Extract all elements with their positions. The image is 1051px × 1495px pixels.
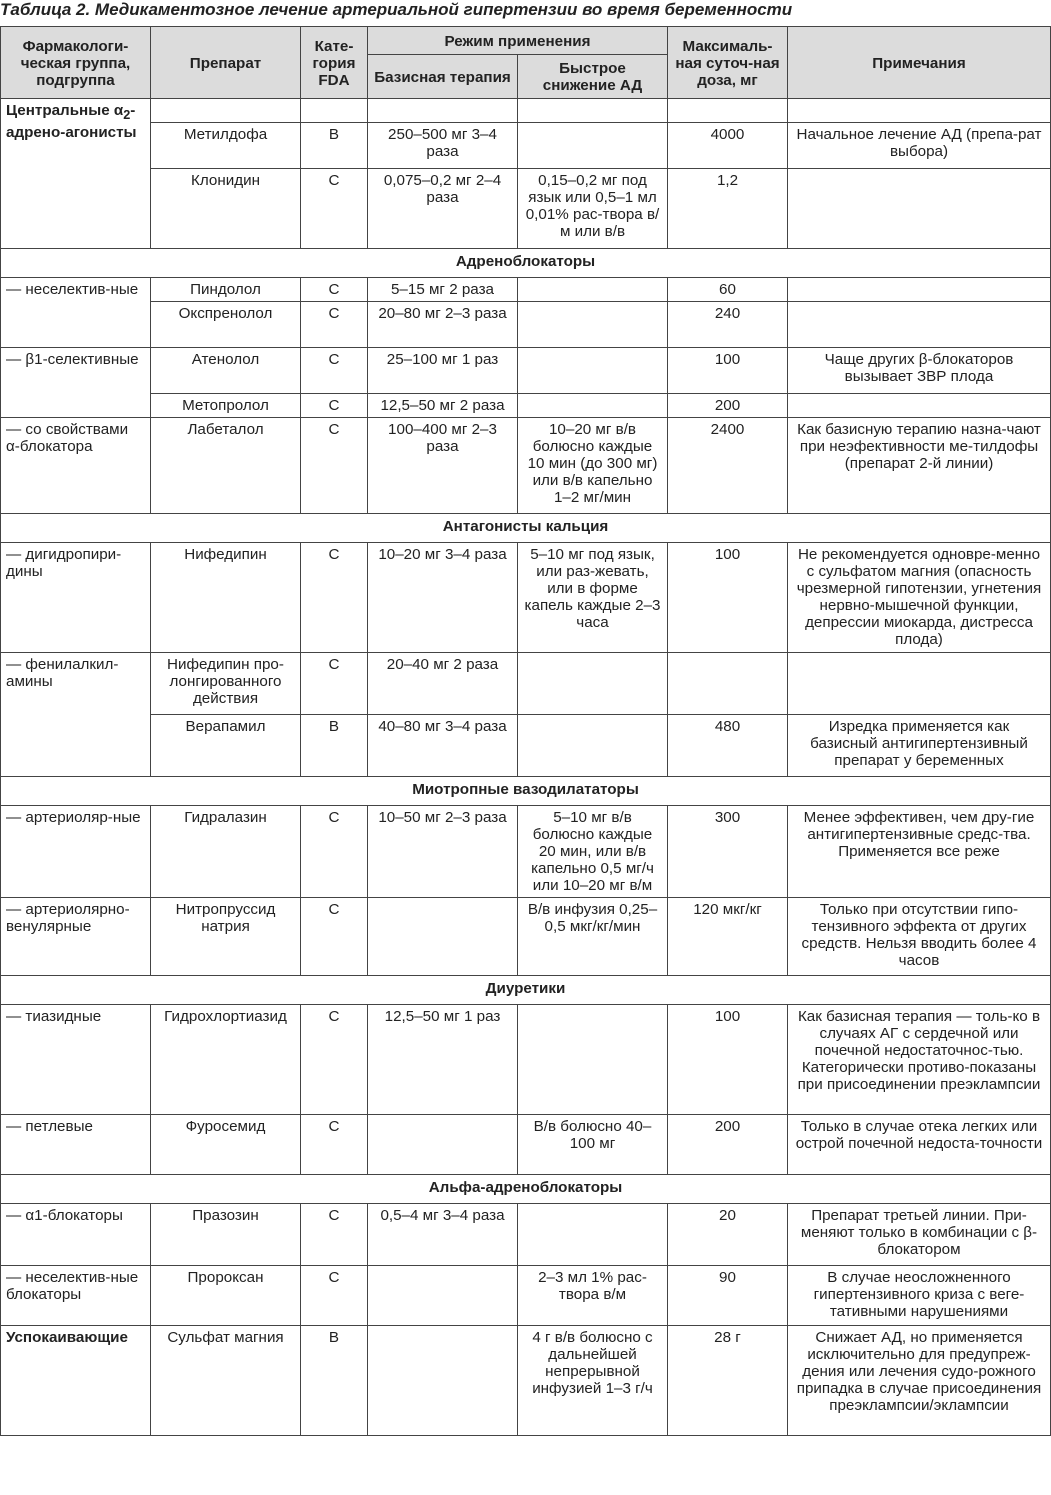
table-caption: Таблица 2. Медикаментозное лечение артериальной гипертензии во время беременности [0,0,793,19]
table-row [1,715,1051,777]
base-cell: 0,5–4 мг 3–4 раза [368,1204,518,1266]
table-row [1,653,1051,715]
table-row [1,898,1051,976]
fda-cell: C [301,348,368,394]
table-row [1,348,1051,394]
section-title: Миотропные вазодилататоры [1,777,1051,806]
rapid-cell [518,278,668,302]
fda-cell: C [301,1005,368,1115]
max-cell: 240 [668,302,788,348]
table-row [1,302,1051,348]
group-cell: Успокаивающие [1,1326,151,1436]
group-cell: — петлевые [1,1115,151,1175]
drug-cell: Пророксан [151,1266,301,1326]
drug-cell: Фуросемид [151,1115,301,1175]
max-cell: 28 г [668,1326,788,1436]
max-cell: 480 [668,715,788,777]
base-cell: 25–100 мг 1 раз [368,348,518,394]
note-cell: Не рекомендуется одновре-менно с сульфатом магния (опасность чрезмерной гипотензии, угнетения нервно-мышечной функции, депрессии миокарда, дистресса плода) [788,543,1051,653]
drug-cell: Нитропруссид натрия [151,898,301,976]
table-row [1,1115,1051,1175]
drug-cell: Сульфат магния [151,1326,301,1436]
table-row [1,99,1051,123]
note-cell: Чаще других β-блокаторов вызывает ЗВР плода [788,348,1051,394]
note-cell: Как базисную терапию назна-чают при неэфективности ме-тилдофы (препарат 2-й линии) [788,418,1051,514]
rapid-cell: 2–3 мл 1% рас-твора в/м [518,1266,668,1326]
max-cell: 60 [668,278,788,302]
rapid-cell [518,302,668,348]
fda-cell: C [301,394,368,418]
max-cell: 100 [668,348,788,394]
section-row [1,1175,1051,1204]
note-cell: Препарат третьей линии. При-меняют только в комбинации с β-блокатором [788,1204,1051,1266]
rapid-cell: В/в болюсно 40–100 мг [518,1115,668,1175]
fda-cell: C [301,653,368,715]
base-cell: 10–20 мг 3–4 раза [368,543,518,653]
section-title: Альфа-адреноблокаторы [1,1175,1051,1204]
note-cell: Снижает АД, но применяется исключительно для предупреж-дения или лечения судо-рожного припадка в случае присоединения преэклампсии/эклампсии [788,1326,1051,1436]
base-cell: 20–80 мг 2–3 раза [368,302,518,348]
section-title: Диуретики [1,976,1051,1005]
table-row [1,1326,1051,1436]
fda-cell: C [301,1266,368,1326]
drug-cell: Метопролол [151,394,301,418]
table-row [1,169,1051,249]
note-cell: Только в случае отека легких или острой почечной недоста-точности [788,1115,1051,1175]
group-cell: — неселектив-ные [1,278,151,348]
max-cell: 1,2 [668,169,788,249]
drug-cell: Гидрохлортиазид [151,1005,301,1115]
header-mode: Режим применения [368,27,668,55]
max-cell: 200 [668,1115,788,1175]
base-cell [368,1266,518,1326]
base-cell: 40–80 мг 3–4 раза [368,715,518,777]
rapid-cell: 10–20 мг в/в болюсно каждые 10 мин (до 300 мг) или в/в капельно 1–2 мг/мин [518,418,668,514]
drug-cell: Гидралазин [151,806,301,898]
fda-cell: C [301,543,368,653]
rapid-cell: 4 г в/в болюсно с дальнейшей непрерывной инфузией 1–3 г/ч [518,1326,668,1436]
base-cell: 250–500 мг 3–4 раза [368,123,518,169]
note-cell: Как базисная терапия — толь-ко в случаях АГ с сердечной или почечной недостаточнос-тью. Категорически противо-показаны при присоединении преэклампсии [788,1005,1051,1115]
group-cell: — со свойствами α-блокатора [1,418,151,514]
base-cell: 0,075–0,2 мг 2–4 раза [368,169,518,249]
base-cell: 100–400 мг 2–3 раза [368,418,518,514]
fda-cell: C [301,898,368,976]
rapid-cell [518,123,668,169]
group-cell: — β1-селективные [1,348,151,418]
header-notes: Примечания [788,27,1051,99]
fda-cell: C [301,1115,368,1175]
group-central-agonists: Центральные $\alpha_2-адрено$-агонисты [1,99,151,249]
group-cell: — артериоляр-ные [1,806,151,898]
header-rapid: Быстрое снижение АД [518,55,668,99]
max-cell: 20 [668,1204,788,1266]
group-cell: — неселектив-ные блокаторы [1,1266,151,1326]
drug-cell: Окспренолол [151,302,301,348]
fda-cell: C [301,806,368,898]
rapid-cell [518,1204,668,1266]
base-cell [368,1115,518,1175]
group-cell: — тиазидные [1,1005,151,1115]
max-cell [668,653,788,715]
base-cell: 10–50 мг 2–3 раза [368,806,518,898]
note-cell [788,653,1051,715]
table-row [1,418,1051,514]
table-row [1,278,1051,302]
section-row [1,514,1051,543]
table-row [1,543,1051,653]
fda-cell: B [301,1326,368,1436]
fda-cell: C [301,418,368,514]
group-cell: — фенилалкил-амины [1,653,151,777]
base-cell [368,1326,518,1436]
rapid-cell [518,394,668,418]
drug-cell: Атенолол [151,348,301,394]
note-cell [788,278,1051,302]
header-drug: Препарат [151,27,301,99]
base-cell: 12,5–50 мг 1 раз [368,1005,518,1115]
note-cell [788,394,1051,418]
fda-cell: C [301,278,368,302]
header-group: Фармакологи-ческая группа, подгруппа [1,27,151,99]
header-maxdose: Максималь-ная суточ-ная доза, мг [668,27,788,99]
table-row [1,123,1051,169]
base-cell: 12,5–50 мг 2 раза [368,394,518,418]
header-fda: Кате-гория FDA [301,27,368,99]
drug-cell: Пиндолол [151,278,301,302]
max-cell: 100 [668,543,788,653]
group-cell: — артериолярно-венулярные [1,898,151,976]
fda-cell: C [301,169,368,249]
fda-cell: B [301,123,368,169]
drug-cell: Празозин [151,1204,301,1266]
note-cell: В случае неосложненного гипертензивного криза с веге-тативными нарушениями [788,1266,1051,1326]
rapid-cell [518,715,668,777]
max-cell: 2400 [668,418,788,514]
note-cell: Только при отсутствии гипо-тензивного эффекта от других средств. Нельзя вводить более 4 часов [788,898,1051,976]
max-cell: 200 [668,394,788,418]
note-cell: Изредка применяется как базисный антигипертензивный препарат у беременных [788,715,1051,777]
fda-cell: C [301,302,368,348]
rapid-cell: 5–10 мг под язык, или раз-жевать, или в форме капель каждые 2–3 часа [518,543,668,653]
section-row [1,777,1051,806]
drug-cell: Клонидин [151,169,301,249]
rapid-cell [518,348,668,394]
drug-cell: Верапамил [151,715,301,777]
drug-cell: Нифедипин про-лонгированного действия [151,653,301,715]
table-row [1,1204,1051,1266]
note-cell: Начальное лечение АД (препа-рат выбора) [788,123,1051,169]
table-row [1,394,1051,418]
max-cell: 100 [668,1005,788,1115]
base-cell: 20–40 мг 2 раза [368,653,518,715]
max-cell: 120 мкг/кг [668,898,788,976]
base-cell [368,898,518,976]
max-cell: 300 [668,806,788,898]
header-base: Базисная терапия [368,55,518,99]
rapid-cell [518,653,668,715]
base-cell: 5–15 мг 2 раза [368,278,518,302]
max-cell: 4000 [668,123,788,169]
drug-cell: Лабеталол [151,418,301,514]
max-cell: 90 [668,1266,788,1326]
table-row [1,1005,1051,1115]
group-cell: — α1-блокаторы [1,1204,151,1266]
table-row [1,806,1051,898]
section-title: Антагонисты кальция [1,514,1051,543]
rapid-cell: 5–10 мг в/в болюсно каждые 20 мин, или в/в капельно 0,5 мг/ч или 10–20 мг в/м [518,806,668,898]
note-cell [788,169,1051,249]
drug-cell: Нифедипин [151,543,301,653]
fda-cell: C [301,1204,368,1266]
note-cell [788,302,1051,348]
section-row [1,976,1051,1005]
hypertension-treatment-table [0,26,1051,1436]
note-cell: Менее эффективен, чем дру-гие антигипертензивные средс-тва. Применяется все реже [788,806,1051,898]
section-row [1,249,1051,278]
table-row [1,1266,1051,1326]
fda-cell: B [301,715,368,777]
rapid-cell: 0,15–0,2 мг под язык или 0,5–1 мл 0,01% рас-твора в/м или в/в [518,169,668,249]
section-title: Адреноблокаторы [1,249,1051,278]
rapid-cell: В/в инфузия 0,25–0,5 мкг/кг/мин [518,898,668,976]
rapid-cell [518,1005,668,1115]
drug-cell: Метилдофа [151,123,301,169]
group-cell: — дигидропири-дины [1,543,151,653]
